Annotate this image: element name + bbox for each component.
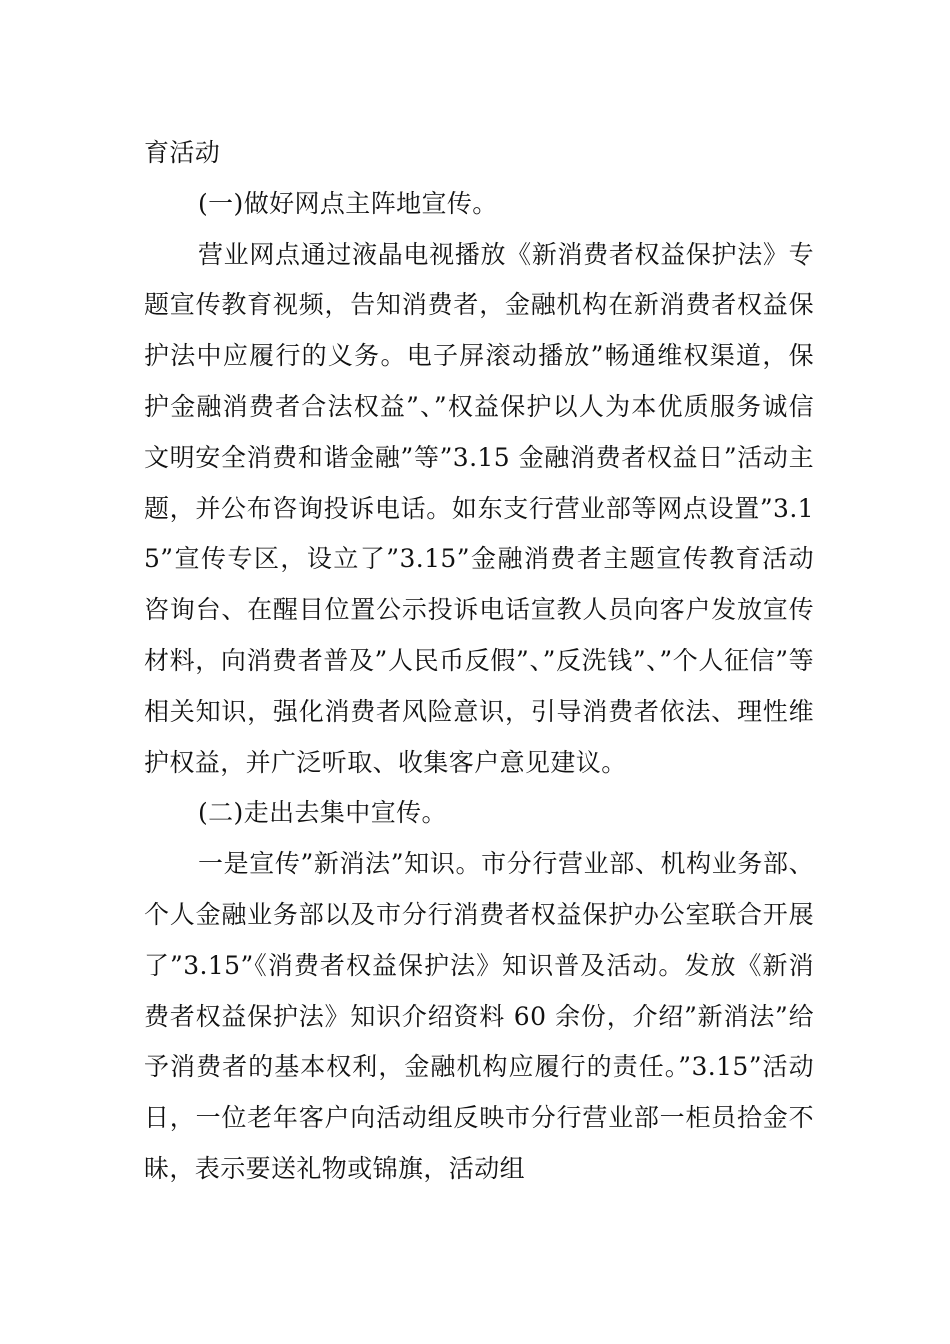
paragraph-outreach-publicity: 一是宣传”新消法”知识。市分行营业部、机构业务部、个人金融业务部以及市分行消费者权益保护办公室联合开展了”3.15”《消费者权益保护法》知识普及活动。发放《新消费者权益保护法》知识介绍资料 60 余份，介绍”新消法”给予消费者的基本权利，金融机构应履行的责任。”3.15”活动日，一位老年客户向活动组反映市分行营业部一柜员拾金不昧，表示要送礼物或锦旗，活动组 bbox=[144, 849, 814, 1183]
section-heading-2: (二)走出去集中宣传。 bbox=[198, 798, 447, 828]
paragraph-branch-publicity: 营业网点通过液晶电视播放《新消费者权益保护法》专题宣传教育视频，告知消费者，金融机构在新消费者权益保护法中应履行的义务。电子屏滚动播放”畅通维权渠道，保护金融消费者合法权益”、”权益保护以人为本优质服务诚信文明安全消费和谐金融”等”3.15 金融消费者权益日”活动主题，并公布咨询投诉电话。如东支行营业部等网点设置”3.15”宣传专区，设立了”3.15”金融消费者主题宣传教育活动咨询台、在醒目位置公示投诉电话宣教人员向客户发放宣传材料，向消费者普及”人民币反假”、”反洗钱”、”个人征信”等相关知识，强化消费者风险意识，引导消费者依法、理性维护权益，并广泛听取、收集客户意见建议。 bbox=[144, 239, 814, 777]
section-heading-1: (一)做好网点主阵地宣传。 bbox=[198, 188, 498, 218]
document-body bbox=[144, 128, 814, 1195]
paragraph-continuation: 育活动 bbox=[144, 138, 221, 167]
